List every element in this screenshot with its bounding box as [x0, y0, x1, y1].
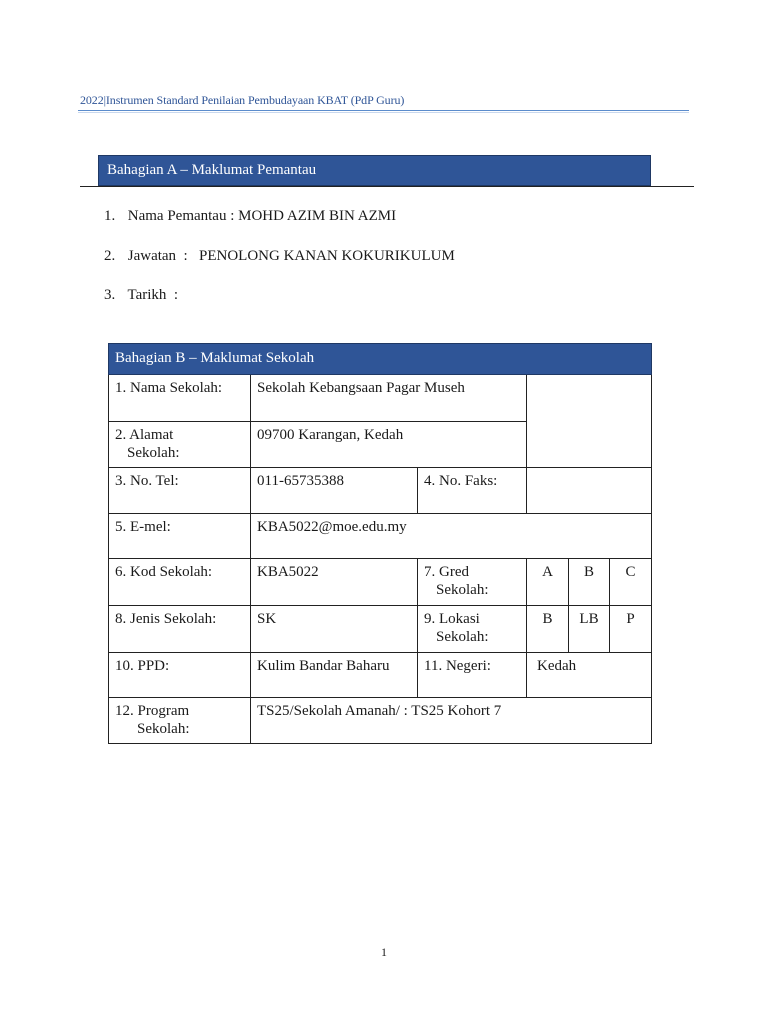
section-b-title: Bahagian B – Maklumat Sekolah [109, 344, 652, 375]
item-number: 2. [104, 248, 116, 264]
section-a-title: Bahagian A – Maklumat Pemantau [98, 155, 651, 186]
gred-label-line1: 7. Gred [424, 564, 469, 580]
gred-sekolah-label [418, 559, 527, 606]
section-a-item-tarikh [104, 287, 182, 304]
alamat-label [109, 422, 251, 468]
ppd-label: 10. PPD: [109, 653, 251, 698]
faks-value [527, 468, 652, 514]
page-number: 1 [381, 945, 387, 959]
header-rule-shadow [78, 112, 689, 113]
gred-option-a[interactable]: A [527, 559, 569, 606]
section-a-item-jawatan [104, 248, 455, 265]
alamat-label-line2: Sekolah: [127, 445, 180, 461]
negeri-value: Kedah [527, 653, 652, 698]
negeri-label: 11. Negeri: [418, 653, 527, 698]
alamat-label-line1: 2. Alamat [115, 427, 174, 443]
lokasi-option-b[interactable]: B [527, 606, 569, 653]
lokasi-option-lb[interactable]: LB [569, 606, 610, 653]
item-number: 3. [104, 287, 116, 303]
tel-label: 3. No. Tel: [109, 468, 251, 514]
tel-value: 011-65735388 [251, 468, 418, 514]
ppd-value: Kulim Bandar Baharu [251, 653, 418, 698]
section-b-table [108, 343, 652, 744]
lokasi-sekolah-label [418, 606, 527, 653]
program-label-line2: Sekolah: [137, 721, 190, 737]
lokasi-label-line1: 9. Lokasi [424, 611, 480, 627]
item-label: Tarikh : [127, 287, 179, 303]
program-sekolah-value: TS25/Sekolah Amanah/ : TS25 Kohort 7 [251, 698, 652, 744]
lokasi-label-line2: Sekolah: [436, 629, 489, 645]
kod-sekolah-label: 6. Kod Sekolah: [109, 559, 251, 606]
emel-label: 5. E-mel: [109, 514, 251, 559]
program-sekolah-label [109, 698, 251, 744]
item-label: Nama Pemantau : [127, 208, 235, 224]
jawatan-value: PENOLONG KANAN KOKURIKULUM [198, 248, 455, 264]
emel-value: KBA5022@moe.edu.my [251, 514, 652, 559]
section-a-divider [80, 186, 694, 187]
nama-sekolah-label: 1. Nama Sekolah: [109, 375, 251, 422]
empty-cell [527, 375, 652, 468]
item-label: Jawatan : [127, 248, 188, 264]
lokasi-option-p[interactable]: P [610, 606, 652, 653]
nama-sekolah-value: Sekolah Kebangsaan Pagar Museh [251, 375, 527, 422]
jenis-sekolah-value: SK [251, 606, 418, 653]
program-label-line1: 12. Program [115, 703, 190, 719]
alamat-value: 09700 Karangan, Kedah [251, 422, 527, 468]
section-a-item-nama-pemantau [104, 208, 396, 225]
gred-option-c[interactable]: C [610, 559, 652, 606]
gred-option-b[interactable]: B [569, 559, 610, 606]
faks-label: 4. No. Faks: [418, 468, 527, 514]
kod-sekolah-value: KBA5022 [251, 559, 418, 606]
document-header: 2022|Instrumen Standard Penilaian Pembudayaan KBAT (PdP Guru) [80, 93, 405, 107]
nama-pemantau-value: MOHD AZIM BIN AZMI [238, 208, 397, 224]
header-rule [78, 110, 689, 111]
gred-label-line2: Sekolah: [436, 582, 489, 598]
item-number: 1. [104, 208, 116, 224]
jenis-sekolah-label: 8. Jenis Sekolah: [109, 606, 251, 653]
